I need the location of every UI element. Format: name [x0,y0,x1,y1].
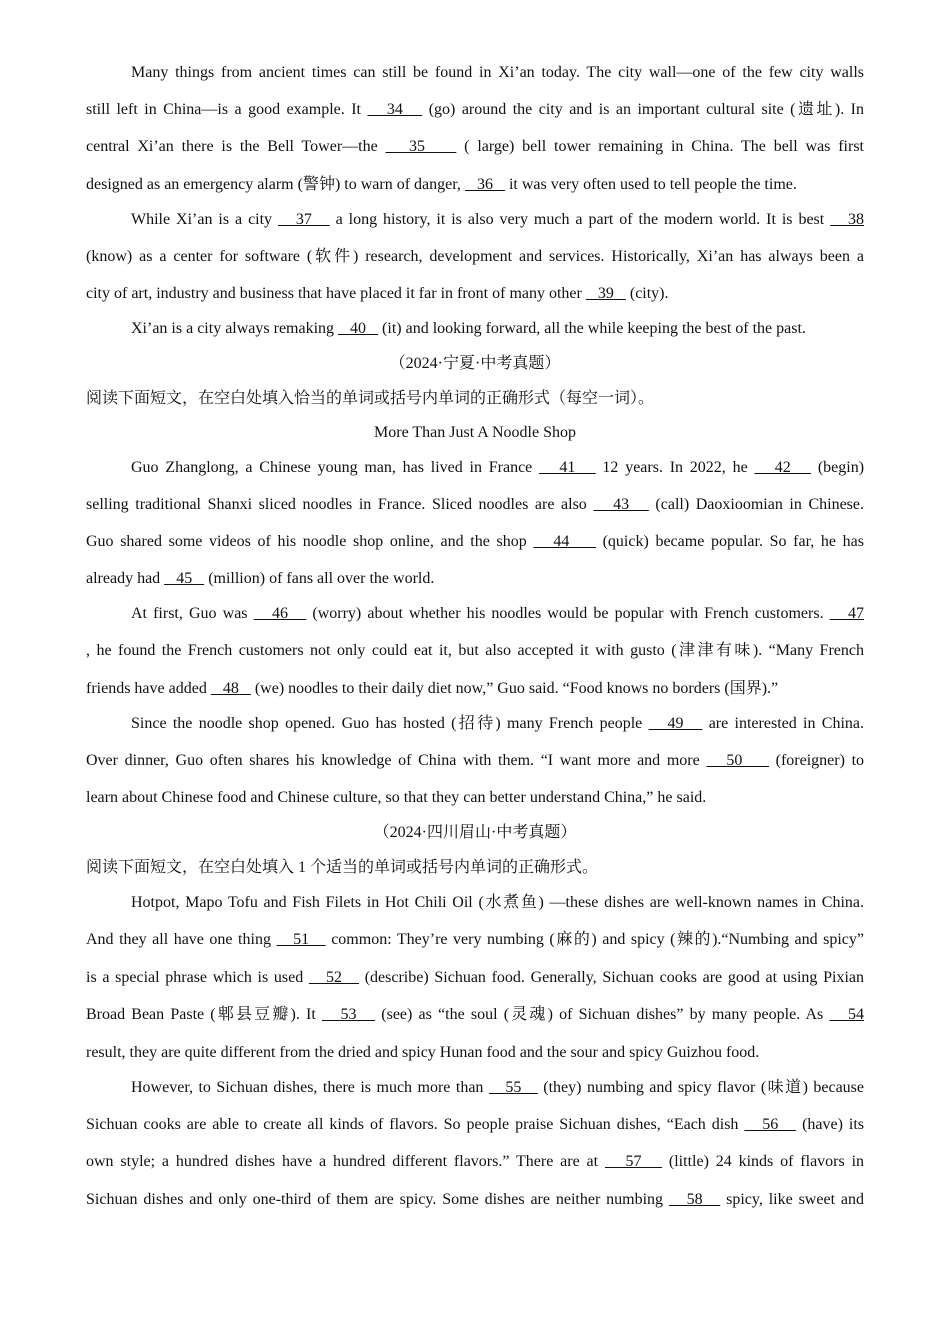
text-segment: While Xi’an is a city [131,211,279,228]
text-line [86,99,864,121]
section-source: （2024·宁夏·中考真题） [389,355,561,372]
answer-blank: 35 [385,138,457,155]
text-line [86,62,864,84]
text-segment: Sichuan cooks are able to create all kinds of flavors. So people praise Sichuan dishes, “Each dish [86,1116,745,1133]
passage-title: More Than Just A Noodle Shop [374,424,576,441]
text-segment: is a special phrase which is used [86,969,309,986]
section-source: （2024·四川眉山·中考真题） [373,824,577,841]
text-segment: (call) Daoxioomian in Chinese. [648,496,864,513]
text-segment: (city). [625,285,669,302]
text-line [86,1077,864,1099]
answer-blank: 57 [604,1153,663,1170]
answer-blank: 54 [829,1006,865,1023]
answer-blank: 53 [322,1006,376,1023]
answer-blank: 50 [706,752,769,769]
text-line [86,283,864,305]
text-segment: (have) its [796,1116,864,1133]
text-segment: However, to Sichuan dishes, there is much more than [131,1079,489,1096]
answer-blank: 38 [830,211,865,228]
text-line [86,209,864,231]
text-segment: (they) numbing and spicy flavor (味道) because [537,1079,865,1096]
text-segment: already had [86,570,165,587]
section-instruction: 阅读下面短文，在空白处填入恰当的单词或括号内单词的正确形式（每空一词）。 [86,390,655,407]
text-line [86,892,864,914]
text-segment: Since the noodle shop opened. Guo has hosted (招待) many French people [131,715,649,732]
text-segment: selling traditional Shanxi sliced noodles in France. Sliced noodles are also [86,496,594,513]
text-segment: it was very often used to tell people the time. [504,176,797,193]
text-line [86,1114,864,1136]
text-segment: are interested in China. [702,715,865,732]
text-line [86,318,864,340]
answer-blank: 36 [464,176,505,193]
text-line [86,568,864,590]
answer-blank: 55 [488,1079,538,1096]
text-segment: Over dinner, Guo often shares his knowledge of China with them. “I want more and more [86,752,707,769]
text-segment: (see) as “the soul (灵魂) of Sichuan dishes” by many people. As [375,1006,830,1023]
text-segment: Sichuan dishes and only one-third of them are spicy. Some dishes are neither numbing [86,1191,669,1208]
text-segment: (it) and looking forward, all the while keeping the best of the past. [378,320,806,337]
text-segment: Many things from ancient times can still be found in Xi’an today. The city wall—one of the few city walls [131,64,864,81]
text-segment: At first, Guo was [131,605,254,622]
text-line [86,929,864,951]
text-segment: (know) as a center for software (软件) research, development and services. Historically, Xi’an has always been a [86,248,864,265]
text-line [86,640,864,662]
text-segment: (we) noodles to their daily diet now,” Guo said. “Food knows no borders (国界).” [250,680,779,697]
text-line [86,750,864,772]
text-line [86,967,864,989]
text-segment: friends have added [86,680,211,697]
text-segment: Hotpot, Mapo Tofu and Fish Filets in Hot Chili Oil (水煮鱼) —these dishes are well-known names in China. [131,894,864,911]
text-line [86,1004,864,1026]
answer-blank: 45 [164,570,205,587]
text-segment: a long history, it is also very much a part of the modern world. It is best [329,211,831,228]
text-segment: (begin) [811,459,865,476]
answer-blank: 58 [668,1191,721,1208]
text-line [86,174,864,196]
text-segment: (million) of fans all over the world. [204,570,435,587]
text-segment: (go) around the city and is an important cultural site (遗址). In [422,101,864,118]
text-line [86,1189,864,1211]
text-segment: spicy, like sweet and [720,1191,864,1208]
text-line [86,1151,864,1173]
text-segment: (describe) Sichuan food. Generally, Sichuan cooks are good at using Pixian [359,969,865,986]
text-segment: Guo shared some videos of his noodle shop online, and the shop [86,533,534,550]
text-segment: Broad Bean Paste (郫县豆瓣). It [86,1006,322,1023]
text-segment: (quick) became popular. So far, he has [595,533,865,550]
answer-blank: 44 [533,533,596,550]
answer-blank: 42 [754,459,812,476]
text-segment: (foreigner) to [768,752,865,769]
answer-blank: 37 [278,211,330,228]
text-line [86,713,864,735]
text-line [86,678,864,700]
text-segment: Guo Zhanglong, a Chinese young man, has lived in France [131,459,540,476]
answer-blank: 52 [308,969,360,986]
text-line [86,246,864,268]
text-segment: 12 years. In 2022, he [595,459,755,476]
text-line [86,603,864,625]
text-segment: And they all have one thing [86,931,277,948]
answer-blank: 46 [253,605,307,622]
text-line [86,787,864,809]
answer-blank: 41 [539,459,596,476]
text-segment: (little) 24 kinds of flavors in [662,1153,865,1170]
text-line [86,457,864,479]
text-segment: Xi’an is a city always remaking [131,320,339,337]
section-instruction: 阅读下面短文，在空白处填入 1 个适当的单词或括号内单词的正确形式。 [86,859,599,876]
text-segment: still left in China—is a good example. It [86,101,368,118]
text-line [86,1042,864,1064]
answer-blank: 40 [338,320,379,337]
text-line [86,136,864,158]
text-segment: result, they are quite different from the dried and spicy Hunan food and the sour and spicy Guizhou food. [86,1044,760,1061]
answer-blank: 56 [744,1116,797,1133]
answer-blank: 39 [585,285,626,302]
text-segment: central Xi’an there is the Bell Tower—the [86,138,386,155]
answer-blank: 48 [210,680,251,697]
answer-blank: 51 [276,931,326,948]
text-segment: (worry) about whether his noodles would be popular with French customers. [306,605,830,622]
answer-blank: 34 [367,101,423,118]
text-line [86,494,864,516]
text-segment: own style; a hundred dishes have a hundred different flavors.” There are at [86,1153,605,1170]
text-segment: learn about Chinese food and Chinese culture, so that they can better understand China,” he said. [86,789,707,806]
text-segment: city of art, industry and business that have placed it far in front of many other [86,285,586,302]
text-segment: ( large) bell tower remaining in China. The bell was first [456,138,865,155]
text-segment: common: They’re very numbing (麻的) and spicy (辣的).“Numbing and spicy” [325,931,864,948]
text-segment: , he found the French customers not only could eat it, but also accepted it with gusto (津津有味). “Many French [86,642,864,659]
answer-blank: 43 [593,496,649,513]
answer-blank: 47 [829,605,865,622]
text-line [86,531,864,553]
text-segment: designed as an emergency alarm (警钟) to warn of danger, [86,176,465,193]
answer-blank: 49 [648,715,703,732]
